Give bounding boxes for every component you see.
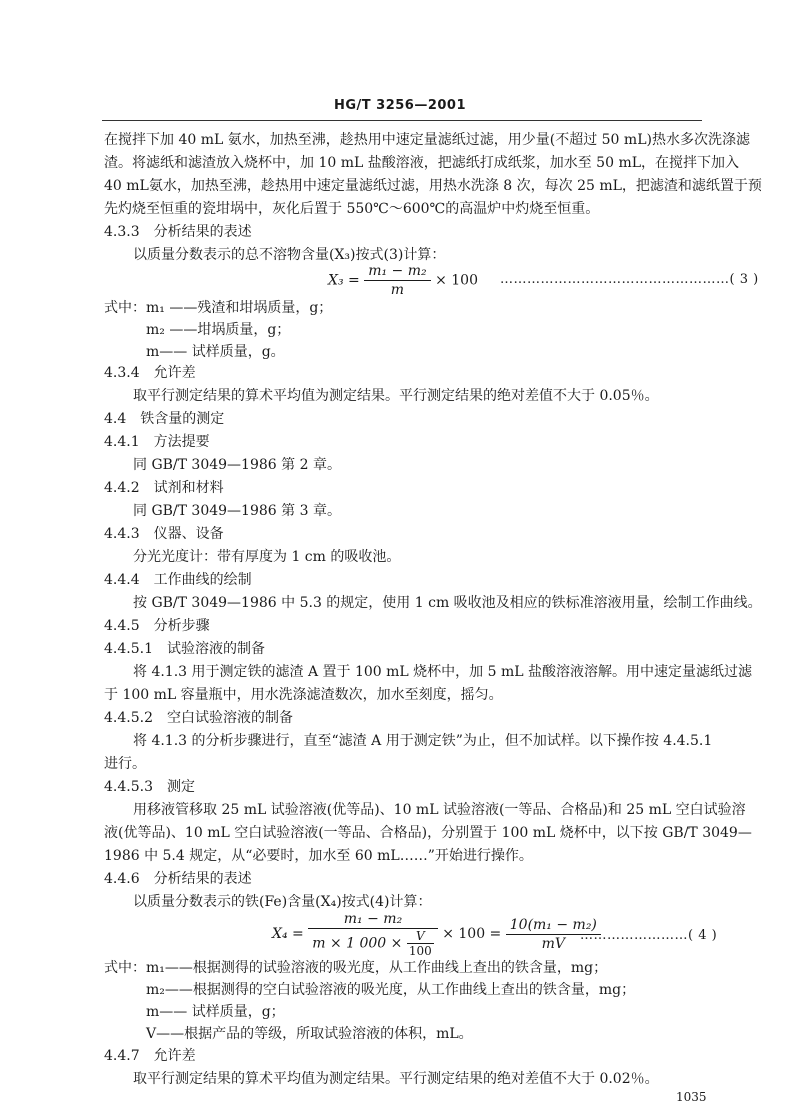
formula-4-numerator-2: 10(m₁ − m₂) xyxy=(506,916,601,935)
section-text: 按 GB/T 3049—1986 中 5.3 的规定，使用 1 cm 吸收池及相应的铁标准溶液用量，绘制工作曲线。 xyxy=(133,595,762,611)
formula-4-fraction-1 xyxy=(308,910,438,958)
page-number: 1035 xyxy=(676,1090,707,1104)
section-heading-4-4-7: 4.4.7 允许差 xyxy=(104,1048,196,1064)
formula-4-den-prefix: m × 1 000 × xyxy=(312,935,403,952)
paragraph-line: 将 4.1.3 用于测定铁的滤渣 A 置于 100 mL 烧杯中，加 5 mL 盐酸溶液溶解。用中速定量滤纸过滤 xyxy=(133,664,753,680)
where-item: m₁——根据测得的试验溶液的吸光度，从工作曲线上查出的铁含量，mg； xyxy=(146,960,608,976)
section-heading-4-4-1: 4.4.1 方法提要 xyxy=(104,434,210,450)
formula-4 xyxy=(272,910,601,958)
paragraph-line: 于 100 mL 容量瓶中，用水洗涤滤渣数次，加水至刻度，摇匀。 xyxy=(104,687,503,703)
paragraph-line: 40 mL氨水，加热至沸，趁热用中速定量滤纸过滤，用热水洗涤 8 次，每次 25 mL，把滤渣和滤纸置于预 xyxy=(104,178,762,194)
formula-4-inner-fraction xyxy=(407,929,434,958)
section-heading-4-4: 4.4 铁含量的测定 xyxy=(104,411,225,427)
formula-3-denominator: m xyxy=(390,282,405,298)
formula-4-denominator-2: mV xyxy=(541,935,566,952)
where-item: m—— 试样质量，g。 xyxy=(146,344,285,360)
section-heading-4-4-5: 4.4.5 分析步骤 xyxy=(104,618,210,634)
section-heading-4-4-2: 4.4.2 试剂和材料 xyxy=(104,480,224,496)
section-heading-4-3-3: 4.3.3 分析结果的表述 xyxy=(104,224,252,240)
section-heading-4-3-4: 4.3.4 允许差 xyxy=(104,365,196,381)
section-heading-4-4-5-3: 4.4.5.3 测定 xyxy=(104,779,195,795)
formula-3 xyxy=(328,262,478,299)
where-lead: 式中： xyxy=(104,960,146,976)
where-item: V——根据产品的等级，所取试验溶液的体积，mL。 xyxy=(146,1026,473,1042)
section-heading-4-4-3: 4.4.3 仪器、设备 xyxy=(104,526,224,542)
where-item: m₂——根据测得的空白试验溶液的吸光度，从工作曲线上查出的铁含量，mg； xyxy=(146,982,636,998)
equation-number-4: ……………………( 4 ) xyxy=(580,928,718,943)
formula-4-inner-denominator: 100 xyxy=(408,944,432,958)
section-text: 同 GB/T 3049—1986 第 2 章。 xyxy=(133,457,341,473)
paragraph-line: 将 4.1.3 的分析步骤进行，直至“滤渣 A 用于测定铁”为止，但不加试样。以下操作按 4.4.5.1 xyxy=(133,733,713,749)
section-heading-4-4-4: 4.4.4 工作曲线的绘制 xyxy=(104,572,252,588)
formula-3-numerator: m₁ − m₂ xyxy=(364,262,430,281)
header-rule xyxy=(102,120,702,121)
paragraph-line: 渣。将滤纸和滤渣放入烧杯中，加 10 mL 盐酸溶液，把滤纸打成纸浆，加水至 50 mL，在搅拌下加入 xyxy=(104,155,740,171)
section-intro: 以质量分数表示的总不溶物含量(X₃)按式(3)计算： xyxy=(133,247,446,263)
section-intro: 以质量分数表示的铁(Fe)含量(X₄)按式(4)计算： xyxy=(133,894,432,910)
formula-4-numerator: m₁ − m₂ xyxy=(308,910,438,929)
where-item: m₂ ——坩埚质量，g； xyxy=(146,322,291,338)
formula-3-fraction xyxy=(364,262,430,299)
where-item: m—— 试样质量，g； xyxy=(146,1004,285,1020)
section-heading-4-4-6: 4.4.6 分析结果的表述 xyxy=(104,871,252,887)
formula-4-denominator xyxy=(308,929,438,958)
where-lead: 式中： xyxy=(104,300,146,316)
formula-4-mid: × 100 = xyxy=(442,926,502,942)
section-text: 取平行测定结果的算术平均值为测定结果。平行测定结果的绝对差值不大于 0.05％。 xyxy=(133,388,659,404)
paragraph-line: 用移液管移取 25 mL 试验溶液(优等品)、10 mL 试验溶液(一等品、合格品)和 25 mL 空白试验溶 xyxy=(133,802,746,818)
section-text: 分光光度计：带有厚度为 1 cm 的吸收池。 xyxy=(133,549,401,565)
section-heading-4-4-5-1: 4.4.5.1 试验溶液的制备 xyxy=(104,641,265,657)
paragraph-line: 液(优等品)、10 mL 空白试验溶液(一等品、合格品)，分别置于 100 mL 烧杯中，以下按 GB/T 3049— xyxy=(104,825,752,841)
where-item: m₁ ——残渣和坩埚质量，g； xyxy=(146,300,333,316)
section-text: 同 GB/T 3049—1986 第 3 章。 xyxy=(133,503,341,519)
section-text: 取平行测定结果的算术平均值为测定结果。平行测定结果的绝对差值不大于 0.02％。 xyxy=(133,1071,659,1087)
formula-4-lhs: X₄ = xyxy=(272,926,304,942)
formula-3-rhs: × 100 xyxy=(435,272,478,289)
paragraph-line: 进行。 xyxy=(104,756,146,772)
paragraph-line: 1986 中 5.4 规定，从“必要时，加水至 60 mL……”开始进行操作。 xyxy=(104,848,533,864)
paragraph-line: 在搅拌下加 40 mL 氨水，加热至沸，趁热用中速定量滤纸过滤，用少量(不超过 50 mL)热水多次洗涤滤 xyxy=(104,132,750,148)
standard-header: HG/T 3256—2001 xyxy=(333,98,467,113)
formula-3-lhs: X₃ = xyxy=(328,272,360,289)
equation-number-3: ……………………………………………( 3 ) xyxy=(500,272,759,287)
section-heading-4-4-5-2: 4.4.5.2 空白试验溶液的制备 xyxy=(104,710,293,726)
paragraph-line: 先灼烧至恒重的瓷坩埚中，灰化后置于 550℃～600℃的高温炉中灼烧至恒重。 xyxy=(104,201,600,217)
formula-4-inner-numerator: V xyxy=(407,929,434,944)
